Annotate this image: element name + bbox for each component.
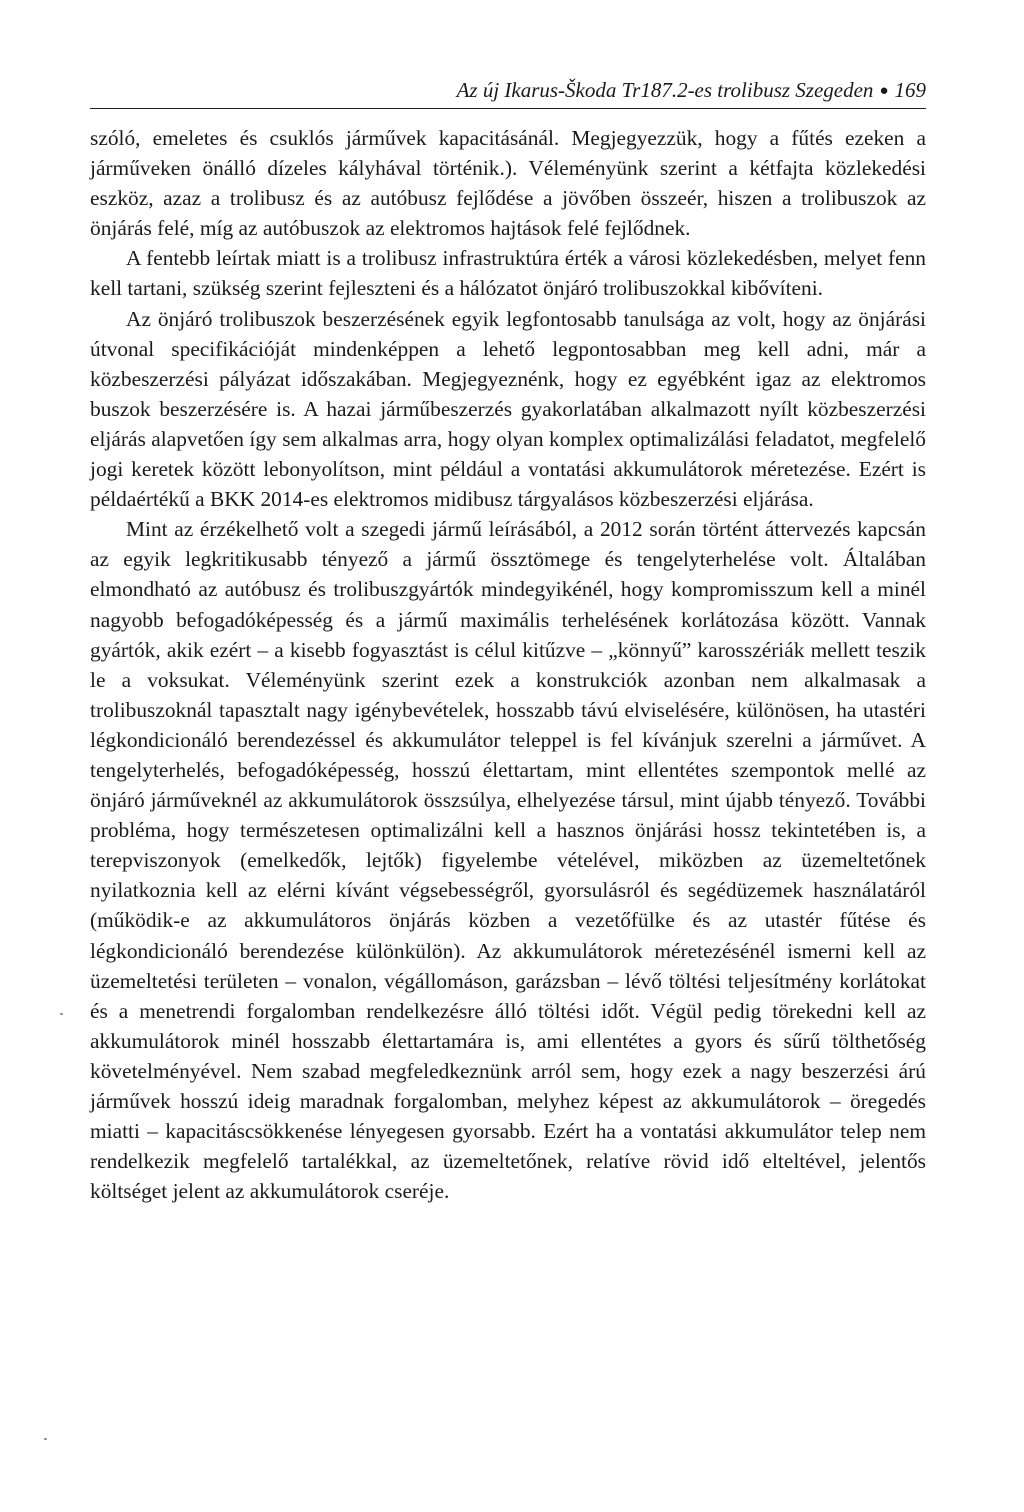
scan-artifact <box>44 1438 47 1440</box>
paragraph: Az önjáró trolibuszok beszerzésének egyik legfontosabb tanulsága az volt, hogy az önjárási útvonal specifikációját mindenképpen a lehető legpontosabban meg kell adni, már a közbeszerzési pályázat időszakában. Megjegyeznénk, hogy ez egyébként igaz az elektromos buszok beszerzésére is. A hazai járműbeszerzés gyakorlatában alkalmazott nyílt közbeszerzési eljárás alapvetően így sem alkalmas arra, hogy olyan komplex optimalizálási feladatot, megfelelő jogi keretek között lebonyolítson, mint például a vontatási akkumulátorok méretezése. Ezért is példaértékű a BKK 2014-es elektromos midibusz tárgyalásos közbeszerzési eljárása. <box>90 306 926 512</box>
body-text <box>90 123 926 1206</box>
document-page <box>90 78 926 1206</box>
header-title: Az új Ikarus-Škoda Tr187.2-es trolibusz Szegeden <box>456 78 874 102</box>
paragraph: Mint az érzékelhető volt a szegedi jármű leírásából, a 2012 során történt áttervezés kapcsán az egyik legkritikusabb tényező a jármű össztömege és tengelyterhelése volt. Általában elmondható az autóbusz és trolibuszgyártók mindegyikénél, hogy kompromisszum kell a minél nagyobb befogadóképesség és a jármű maximális terhelésének korlátozása között. Vannak gyártók, akik ezért – a kisebb fogyasztást is célul kitűzve – „könnyű” karosszériák mellett teszik le a voksukat. Véleményünk szerint ezek a konstrukciók azonban nem alkalmasak a trolibuszoknál tapasztalt nagy igénybevételek, hosszabb távú elviselésére, különösen, ha utastéri légkondicionáló berendezéssel és akkumulátor teleppel is fel kívánjuk szerelni a járművet. A tengelyterhelés, befogadóképesség, hosszú élettartam, mint ellentétes szempontok mellé az önjáró járműveknél az akkumulátorok összsúlya, elhelyezése társul, mint újabb tényező. További probléma, hogy természetesen optimalizálni kell a hasznos önjárási hossz tekintetében is, a terepviszonyok (emelkedők, lejtők) figyelembe vételével, miközben az üzemeltetőnek nyilatkoznia kell az elérni kívánt végsebességről, gyorsulásról és segédüzemek használatáról (működik-e az akkumulátoros önjárás közben a vezetőfülke és az utastér fűtése és légkondicionáló berendezése különkülön). Az akkumulátorok méretezésénél ismerni kell az üzemeltetési területen – vonalon, végállomáson, garázsban – lévő töltési teljesítmény korlátokat és a menetrendi forgalomban rendelkezésre álló töltési időt. Végül pedig törekedni kell az akkumulátorok minél hosszabb élettartamára is, ami ellentétes a gyors és sűrű tölthetőség követelményével. Nem szabad megfeledkeznünk arról sem, hogy ezek a nagy beszerzési árú járművek hosszú ideig maradnak forgalomban, melyhez képest az akkumulátorok – öregedés miatti – kapacitáscsökkenése lényegesen gyorsabb. Ezért ha a vontatási akkumulátor telep nem rendelkezik megfelelő tartalékkal, az üzemeltetőnek, relatíve rövid idő elteltével, jelentős költséget jelent az akkumulátorok cseréje. <box>90 517 926 1204</box>
paragraph-continued: szóló, emeletes és csuklós járművek kapacitásánál. Megjegyezzük, hogy a fűtés ezeken a járműveken önálló dízeles kályhával történik.). Véleményünk szerint a kétfajta közlekedési eszköz, azaz a trolibusz és az autóbusz fejlődése a jövőben összeér, hiszen a trolibuszok az önjárás felé, míg az autóbuszok az elektromos hajtások felé fejlődnek. <box>90 126 926 241</box>
running-header <box>90 78 926 109</box>
page-number: 169 <box>894 78 926 102</box>
paragraph: A fentebb leírtak miatt is a trolibusz infrastruktúra érték a városi közlekedésben, melyet fenn kell tartani, szükség szerint fejleszteni és a hálózatot önjáró trolibuszokkal kibővíteni. <box>90 246 926 301</box>
scan-artifact <box>60 1013 63 1015</box>
bullet-separator: ● <box>879 83 889 99</box>
header-text <box>457 78 926 103</box>
